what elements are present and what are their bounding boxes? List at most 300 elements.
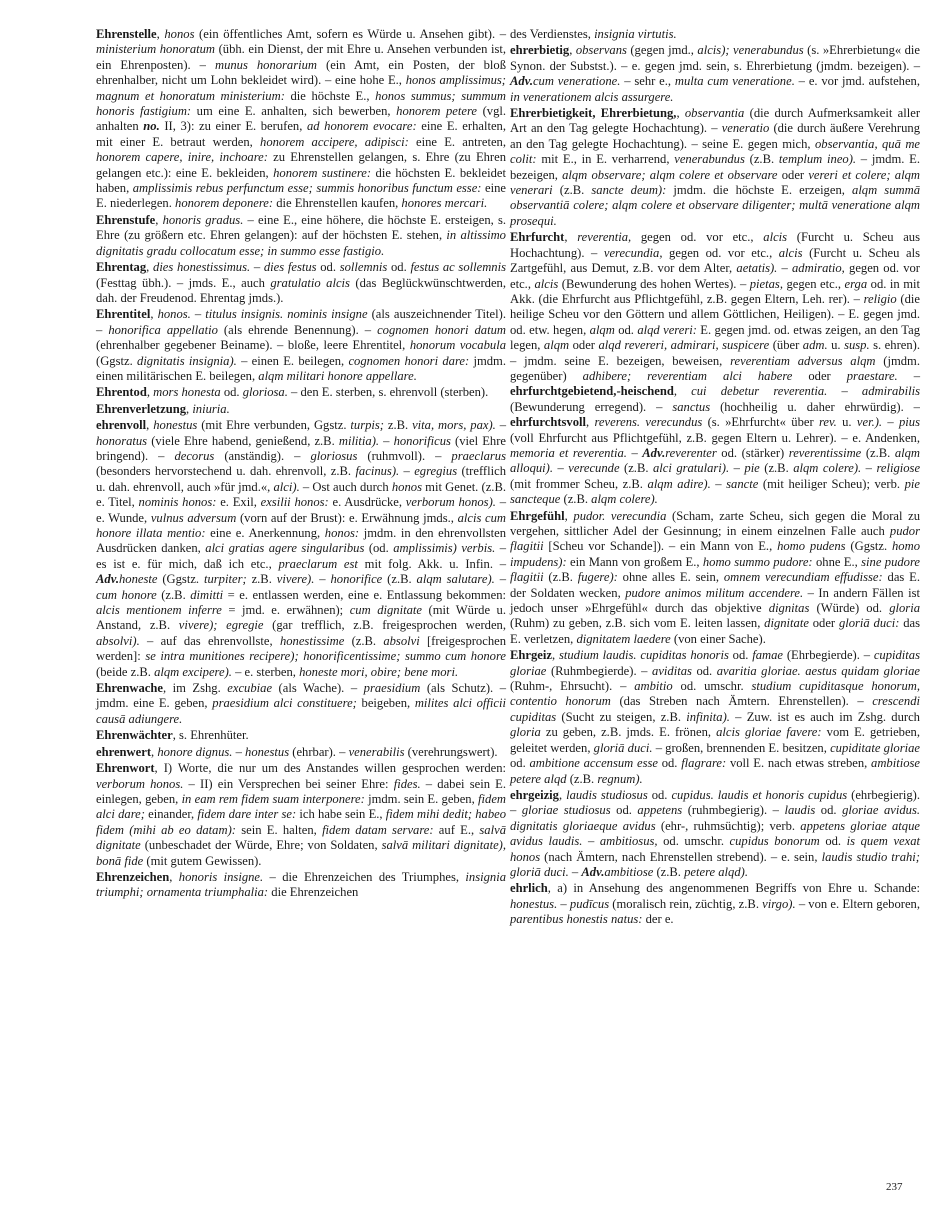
- latin-term: turpiter;: [203, 572, 247, 587]
- dictionary-entry: [510, 881, 920, 927]
- latin-term: honestus: [245, 744, 290, 759]
- entry-text: (Ruhm-, Ehrsucht). –: [510, 679, 635, 694]
- latin-term: verecunde: [568, 461, 620, 476]
- entry-text: z.B.: [384, 418, 413, 433]
- dictionary-entry: [510, 230, 920, 507]
- headword: Ehrenzeichen: [96, 869, 170, 884]
- latin-term: alqm salutare).: [416, 572, 495, 587]
- entry-text: – Zuw. ist es auch im Zshg. durch: [729, 709, 920, 724]
- entry-text: – Ost auch durch: [299, 479, 392, 494]
- entry-text: (die durch äußere Verehrung an den Tag gelegte Hochachtung). – seine E. gegen mich,: [510, 121, 920, 151]
- latin-term: pietas,: [749, 276, 783, 291]
- latin-term: sancte deum):: [591, 183, 667, 198]
- latin-term: appetens gloriae atque avidus laudis.: [510, 818, 920, 849]
- latin-term: dies festus: [263, 260, 317, 275]
- entry-text: – eine E., eine höhere, die höchste E. ersteigen, s. Ehre (zu größern etc. Ehren gelangen): auf der höchsten E. stehen,: [96, 212, 506, 243]
- latin-term: reverentissime: [788, 445, 862, 460]
- entry-text: od. umschr.: [672, 679, 752, 694]
- entry-text: ,: [569, 43, 576, 58]
- latin-term: alqm alloqui).: [510, 445, 921, 476]
- entry-text: (z.B.: [759, 461, 794, 476]
- latin-term: gloriae avidus. dignitatis gloriaeque avidus: [510, 803, 920, 833]
- latin-term: cum veneratione.: [532, 74, 621, 89]
- entry-text: od. (stärker): [716, 445, 789, 460]
- dictionary-entry: [96, 307, 506, 384]
- latin-term: munus honorarium: [214, 57, 318, 72]
- entry-text: (ein öffentliches Amt, sofern es Würde u. Ansehen gibt). –: [194, 27, 506, 41]
- latin-term: gloria: [889, 601, 920, 616]
- latin-term: gratulatio alcis: [270, 275, 350, 290]
- entry-text: oder: [792, 368, 847, 383]
- entry-text: od.: [657, 756, 682, 771]
- entry-text: ,: [155, 212, 163, 227]
- entry-text: eine e. Anerkennung,: [205, 526, 325, 540]
- latin-term: insignia triumphi; ornamenta triumphalia:: [96, 869, 506, 900]
- headword: Ehrenverletzung: [96, 401, 187, 416]
- latin-term: absolvi: [383, 633, 420, 648]
- entry-text: ,: [169, 869, 179, 884]
- entry-text: – einen E. beilegen,: [236, 353, 349, 368]
- latin-term: gloriā duci.: [593, 740, 653, 755]
- latin-term: cognomen honori dare:: [348, 353, 470, 368]
- entry-text: jmdm. sein E. geben,: [364, 791, 479, 806]
- entry-text: oder: [569, 338, 599, 353]
- latin-term: honestus.: [510, 896, 558, 911]
- entry-text: das E. der Soldaten wecken,: [510, 570, 921, 600]
- headword: Ehrentitel: [96, 307, 151, 322]
- entry-text: – auf das ehrenvollste,: [139, 633, 280, 648]
- latin-term: verecundia,: [603, 245, 663, 260]
- entry-text: eine E. niederlegen.: [96, 181, 506, 211]
- entry-text: (mit heiliger Scheu); verb.: [758, 476, 905, 491]
- entry-text: ohne E.,: [812, 554, 862, 569]
- entry-text: (Würde) od.: [809, 601, 890, 616]
- entry-text: (besonders hervorstechend u. dah. ehrenvoll, z.B.: [96, 464, 356, 479]
- entry-text: (Bewunderung erregend). –: [510, 399, 673, 414]
- entry-text: (Furcht u. Scheu aus Hochachtung). –: [510, 230, 920, 260]
- entry-text: (ein Amt, ein Posten, der bloß ehrenhalber, nicht um Lohn bekleidet wird). – eine hohe E.,: [96, 57, 507, 88]
- entry-text: (Ggstz.: [845, 539, 892, 554]
- entry-text: ohne alles E. sein,: [617, 570, 724, 585]
- entry-text: – sehr e.,: [620, 74, 675, 89]
- entry-text: , s. Ehrenhüter.: [172, 728, 249, 743]
- entry-text: des Verdienstes,: [510, 27, 595, 41]
- headword: ehrgeizig: [510, 787, 559, 802]
- latin-term: fidem alci dare;: [96, 791, 507, 822]
- entry-text: (von einer Sache).: [670, 631, 766, 646]
- latin-term: flagrare:: [681, 756, 727, 771]
- dictionary-entry: [510, 27, 920, 42]
- latin-term: honestissime: [279, 633, 345, 648]
- entry-text: –: [710, 476, 727, 491]
- entry-text: ,: [156, 27, 165, 41]
- headword: Ehrerbietigkeit, Ehrerbietung,: [510, 106, 677, 121]
- dictionary-entry: [96, 27, 506, 212]
- entry-text: (die durch Aufmerksamkeit aller Art an den Tag gelegte Hochachtung). –: [510, 106, 921, 136]
- entry-text: (ehr-, ruhmsüchtig); verb.: [655, 818, 801, 833]
- headword: ehrerbietig: [510, 43, 570, 58]
- latin-term: fides.: [393, 776, 421, 791]
- entry-text: – jmdm. E. bezeigen,: [510, 152, 920, 182]
- latin-term: turpis;: [350, 418, 384, 433]
- latin-term: alcis); venerabundus: [697, 43, 804, 58]
- latin-term: honos: [164, 27, 195, 41]
- latin-term: ambitiosus,: [599, 834, 658, 849]
- entry-text: ,: [150, 307, 158, 322]
- latin-term: appetens: [637, 803, 683, 818]
- entry-text: – großen, brennenden E. besitzen,: [652, 740, 831, 755]
- latin-term: alqm: [543, 338, 570, 353]
- latin-term: pudor. verecundia: [573, 508, 667, 523]
- latin-term: famae: [752, 648, 784, 663]
- latin-term: pudor flagitii: [510, 524, 920, 554]
- latin-term: regnum).: [597, 771, 643, 786]
- grammar-label: Adv.: [510, 74, 533, 89]
- entry-text: –: [557, 896, 570, 911]
- latin-term: praesidium: [363, 681, 421, 696]
- entry-text: od.: [728, 648, 753, 663]
- entry-text: (ruhmvoll). –: [357, 448, 452, 463]
- latin-term: omnem verecundiam effudisse:: [723, 570, 883, 585]
- entry-text: –: [897, 368, 920, 383]
- latin-term: salvā militari dignitate), bonā fide: [96, 838, 506, 868]
- latin-term: insignia virtutis.: [594, 27, 677, 41]
- headword: Ehrenwort: [96, 761, 155, 776]
- latin-term: alqm observare; alqm colere et observare: [562, 167, 778, 182]
- entry-text: ,: [676, 106, 685, 121]
- latin-term: amplissimis) verbis.: [393, 541, 496, 556]
- latin-term: alqm: [589, 322, 615, 337]
- latin-term: praestare.: [846, 368, 898, 383]
- latin-term: excubiae: [227, 681, 273, 696]
- entry-text: die höchste E.,: [284, 88, 376, 103]
- entry-text: um eine E. anhalten, sich bewerben,: [191, 104, 397, 119]
- entry-text: (jmdm. gegenüber): [510, 353, 920, 383]
- entry-text: – den E. sterben, s. ehrenvoll (sterben).: [287, 385, 489, 400]
- entry-text: –: [729, 461, 745, 476]
- entry-text: – von e. Eltern geboren,: [795, 896, 920, 911]
- latin-term: sine pudore flagitii: [510, 554, 920, 585]
- entry-text: (ehrbar). –: [289, 744, 349, 759]
- latin-term: erga: [844, 276, 868, 291]
- entry-text: – die Ehrenzeichen des Triumphes,: [263, 869, 466, 884]
- entry-text: jmdm. die höchste E. erzeigen,: [666, 183, 853, 198]
- latin-term: honore dignus.: [157, 744, 233, 759]
- latin-term: veneratio: [721, 121, 770, 136]
- latin-term: verborum honos).: [405, 495, 496, 510]
- dictionary-entry: [510, 648, 920, 787]
- entry-text: od.: [691, 663, 717, 678]
- entry-text: (verehrungswert).: [404, 744, 498, 759]
- entry-text: (z.B.: [744, 152, 779, 167]
- entry-text: ,: [564, 230, 578, 245]
- entry-text: gegen od. vor etc.,: [510, 261, 920, 291]
- latin-term: pie: [744, 461, 760, 476]
- latin-term: ministerium honoratum: [96, 42, 216, 57]
- latin-term: honorem capere, inire, inchoare:: [96, 150, 268, 165]
- latin-term: honos: [391, 479, 422, 494]
- latin-term: mors honesta: [153, 385, 221, 400]
- entry-text: der e.: [642, 912, 674, 927]
- latin-term: iniuria.: [192, 401, 230, 416]
- latin-term: alqd vereri:: [637, 322, 697, 337]
- entry-text: (anständig). –: [214, 448, 311, 463]
- latin-term: alqm colere).: [591, 492, 658, 507]
- latin-term: honorem deponere:: [175, 196, 274, 211]
- headword: Ehrgeiz: [510, 648, 552, 663]
- entry-text: (beide z.B.: [96, 664, 155, 679]
- headword: ehrlich: [510, 881, 548, 896]
- latin-term: studium cupiditasque honorum, contentio honorum: [510, 679, 920, 709]
- entry-text: ,: [558, 787, 567, 802]
- latin-term: sollemnis: [339, 260, 388, 275]
- latin-term: alcis: [778, 245, 803, 260]
- latin-term: praeclarus: [451, 448, 506, 463]
- latin-term: virgo).: [762, 896, 796, 911]
- entry-text: , I) Worte, die nur um des Anstandes willen gesprochen werden:: [154, 761, 506, 776]
- dictionary-entry: [96, 260, 506, 306]
- entry-text: u.: [836, 415, 857, 430]
- latin-term: alcis cum honore illata mentio:: [96, 510, 506, 540]
- dictionary-entry: [96, 385, 506, 400]
- latin-term: dignitatem laedere: [576, 631, 671, 646]
- entry-text: (Ggstz.: [157, 572, 204, 587]
- latin-term: avaritia gloriae. aestus quidam gloriae: [716, 663, 920, 678]
- headword: ehrenwert: [96, 744, 152, 759]
- entry-text: u.: [827, 338, 845, 353]
- latin-term: homo pudens: [777, 539, 846, 554]
- latin-term: gloriae studiosus: [521, 803, 611, 818]
- entry-text: (z.B.: [566, 771, 598, 786]
- latin-term: gloriosa.: [242, 385, 288, 400]
- entry-text: zu Ehrenstellen gelangen, s. Ehre (zu Ehren gelangen etc.): eine E. bekleiden,: [96, 150, 507, 180]
- latin-term: multa cum veneratione.: [674, 74, 795, 89]
- entry-text: (viel Ehre bringend). –: [96, 433, 507, 463]
- latin-term: verborum honos.: [96, 776, 184, 791]
- latin-term: dignitatis insignia).: [137, 353, 237, 368]
- latin-term: susp.: [844, 338, 870, 353]
- entry-text: die höchsten E. bekleidet haben,: [96, 165, 507, 196]
- entry-text: e. Ausdrücke,: [328, 495, 406, 510]
- dictionary-entry: [96, 681, 506, 727]
- latin-term: ver.).: [856, 415, 883, 430]
- latin-term: honos amplissimus; magnum et honoratum ministerium:: [96, 73, 506, 103]
- latin-term: alqm colere).: [793, 461, 862, 476]
- entry-text: – In andern Fällen ist jedoch unser »Ehrgefühl« durch das objektive: [510, 585, 920, 616]
- entry-text: od.: [316, 260, 340, 275]
- entry-text: (ruhmbegierig). –: [682, 803, 785, 818]
- entry-text: –: [626, 445, 643, 460]
- entry-text: mit folg. Akk. u. Infin. –: [357, 556, 507, 571]
- latin-term: gloriosus: [310, 448, 358, 463]
- headword: ehrenvoll: [96, 418, 147, 433]
- headword: Ehrenstufe: [96, 212, 156, 227]
- entry-text: (mit gutem Gewissen).: [143, 853, 262, 868]
- latin-term: honos. – titulus insignis. nominis insigne: [157, 307, 368, 322]
- entry-text: = jmd. e. erwähnen);: [221, 603, 350, 618]
- latin-term: religio: [863, 291, 897, 306]
- entry-text: ,: [146, 260, 154, 275]
- entry-text: –: [379, 433, 394, 448]
- entry-text: sein E. halten,: [235, 822, 323, 837]
- latin-term: dignitas: [768, 601, 810, 616]
- entry-text: –: [582, 834, 600, 849]
- latin-term: alci gratias agere singularibus: [205, 541, 365, 556]
- entry-text: (die heilige Scheu vor den Göttern und allem Göttlichen, Heiligen). – E. gegen jmd. od. etw. hegen,: [510, 291, 920, 337]
- latin-term: honores mercari.: [401, 196, 488, 211]
- entry-text: – e. sterben,: [231, 664, 300, 679]
- latin-term: fidem dare inter se:: [197, 807, 297, 822]
- latin-term: alci gratulari).: [652, 461, 730, 476]
- entry-text: (über: [769, 338, 803, 353]
- entry-text: (Ruhmbegierde). –: [546, 663, 653, 678]
- entry-text: –: [314, 572, 331, 587]
- headword: Ehrenwache: [96, 681, 163, 696]
- entry-text: (unbeschadet der Würde, Ehre; von Soldaten,: [140, 838, 382, 853]
- entry-text: s. ehren). – jmdm. seine E. bezeigen, beweisen,: [510, 338, 920, 368]
- latin-term: honos:: [324, 526, 360, 540]
- entry-text: (hochheilig u. daher ehrwürdig). –: [710, 399, 920, 414]
- entry-text: (z.B.: [619, 461, 653, 476]
- latin-term: in altissimo dignitatis gradu collocatum esse; in summo esse fastigio.: [96, 228, 506, 258]
- entry-text: –: [861, 461, 877, 476]
- latin-term: militia).: [338, 433, 380, 448]
- latin-term: honorifica appellatio: [108, 322, 218, 337]
- entry-text: voll E. nach etwas streben,: [726, 756, 872, 771]
- latin-term: memoria et reverentia.: [510, 445, 627, 460]
- entry-text: eine E. erhalten, mit einer E. betraut werden,: [96, 119, 506, 149]
- latin-term: aviditas: [652, 663, 692, 678]
- entry-text: beigeben,: [356, 696, 415, 711]
- latin-term: homo impudens):: [510, 539, 920, 569]
- latin-term: laudis: [784, 803, 816, 818]
- entry-text: (Festtag übh.). – jmds. E., auch: [96, 275, 271, 290]
- entry-text: vom E. getrieben, geleitet werden,: [510, 725, 921, 755]
- latin-term: templum ineo).: [778, 152, 857, 167]
- latin-term: exsilii honos:: [260, 495, 329, 510]
- entry-text: ,: [673, 384, 692, 399]
- latin-term: honoris insigne.: [178, 869, 264, 884]
- latin-term: fugere):: [577, 570, 618, 585]
- latin-term: honoratus: [96, 433, 148, 448]
- latin-term: reverentiam adversus alqm: [730, 353, 876, 368]
- latin-term: cupiditas gloriae: [510, 648, 920, 678]
- latin-term: honeste mori, obire; bene mori.: [299, 664, 459, 679]
- entry-text: [freigesprochen werden]:: [96, 633, 507, 664]
- latin-term: religiose: [876, 461, 921, 476]
- headword: Ehrentod: [96, 385, 147, 400]
- entry-text: z.B.: [246, 572, 277, 587]
- headword: ehrfurchtgebietend,-heischend: [510, 384, 674, 399]
- latin-term: studium laudis. cupiditas honoris: [558, 648, 729, 663]
- latin-term: honeste: [118, 572, 158, 587]
- right-column: [510, 27, 920, 929]
- entry-text: –: [568, 864, 582, 879]
- latin-term: ambitio: [634, 679, 673, 694]
- latin-term: cum dignitate: [349, 603, 422, 618]
- latin-term: dimitti: [190, 587, 224, 602]
- dictionary-entry: [96, 745, 506, 760]
- entry-text: (z.B.: [861, 445, 895, 460]
- latin-term: vereri et colere; alqm venerari: [510, 167, 920, 198]
- latin-term: ad honorem evocare:: [306, 119, 417, 134]
- entry-text: (viele Ehre habend, genießend, z.B.: [147, 433, 339, 448]
- latin-term: rev.: [818, 415, 837, 430]
- entry-text: (Ggstz.: [96, 353, 138, 368]
- latin-term: dies honestissimus.: [153, 260, 251, 275]
- entry-text: (Bewunderung des hohen Wertes). –: [558, 276, 750, 291]
- entry-text: od. in mit Akk. (die Ehrfurcht aus Pflichtgefühl, z.B. gegen Eltern, Leh. rer). –: [510, 276, 920, 306]
- entry-text: (z.B.: [543, 570, 578, 585]
- grammar-label: Adv.: [581, 864, 605, 879]
- entry-text: od.: [610, 803, 638, 818]
- entry-text: einander,: [144, 807, 198, 822]
- latin-term: alqm militari honore appellare.: [258, 368, 417, 383]
- entry-text: – II) ein Versprechen bei seiner Ehre:: [183, 776, 394, 791]
- latin-term: vulnus adversum: [150, 510, 237, 525]
- entry-text: (z.B.: [344, 633, 384, 648]
- entry-text: oder: [777, 167, 809, 182]
- latin-term: ambitiose petere alqd: [510, 756, 920, 786]
- latin-term: honorem accipere, adipisci:: [260, 134, 409, 149]
- entry-text: (Ruhm) zu geben, z.B. sich vom E. leiten lassen,: [510, 616, 765, 631]
- latin-term: dignitate: [764, 616, 809, 631]
- latin-term: honorum vocabula: [409, 338, 506, 353]
- latin-term: alcis: [534, 276, 559, 291]
- entry-text: –: [495, 418, 507, 433]
- latin-term: fidem datam servare:: [322, 822, 434, 837]
- latin-term: cognomen honori datum: [377, 322, 506, 337]
- latin-term: vivere).: [276, 572, 315, 587]
- latin-term: in eam rem fidem suam interponere:: [181, 791, 365, 806]
- latin-term: nominis honos:: [138, 495, 217, 510]
- entry-text: jmdm. in den ehrenvollsten Ausdrücken danken,: [96, 526, 506, 556]
- entry-text: od.: [647, 787, 672, 802]
- entry-text: (Sucht zu steigen, z.B.: [556, 709, 687, 724]
- latin-term: honoris gradus.: [162, 212, 244, 227]
- headword: Ehrenstelle: [96, 27, 157, 41]
- entry-text: ,: [551, 648, 559, 663]
- latin-term: admiratio,: [792, 261, 845, 276]
- latin-term: sanctus: [672, 399, 711, 414]
- entry-text: –: [777, 261, 792, 276]
- latin-term: observans: [575, 43, 627, 58]
- dictionary-entry: [96, 418, 506, 680]
- latin-term: venerabundus: [674, 152, 745, 167]
- entry-text: gegen od. vor etc.,: [662, 245, 779, 260]
- latin-term: amplissimis rebus perfunctum esse; summis honoribus functum esse:: [132, 181, 482, 196]
- latin-term: praeclarum est: [278, 556, 358, 571]
- latin-term: cupidus bonorum: [729, 834, 820, 849]
- entry-text: ,: [564, 508, 574, 523]
- latin-term: crescendi cupiditas: [510, 694, 920, 724]
- entry-text: – dabei sein E. einlegen, geben,: [96, 776, 506, 806]
- entry-text: (als Schutz). – jmdm. eine E. geben,: [96, 681, 506, 711]
- entry-text: eine E. antreten,: [408, 134, 506, 149]
- latin-term: reverens. verecundus: [594, 415, 703, 430]
- latin-term: reverenter: [665, 445, 717, 460]
- latin-term: parentibus honestis natus:: [510, 912, 643, 927]
- entry-text: (Ehrbegierde). –: [783, 648, 874, 663]
- entry-text: (z.B.: [552, 183, 592, 198]
- entry-text: (trefflich u. dah. ehrenvoll, auch »für jmd.«,: [96, 464, 506, 494]
- entry-text: (als ehrende Benennung). –: [217, 322, 378, 337]
- entry-text: (das Streben nach Ämtern. Ehrenstellen). –: [610, 694, 873, 709]
- entry-text: (z.B.: [560, 492, 592, 507]
- entry-text: ich habe sein E.,: [296, 807, 386, 822]
- latin-term: reverentia,: [577, 230, 632, 245]
- latin-term: se intra munitiones recipere); honorificentissime; summo cum honore: [145, 649, 506, 664]
